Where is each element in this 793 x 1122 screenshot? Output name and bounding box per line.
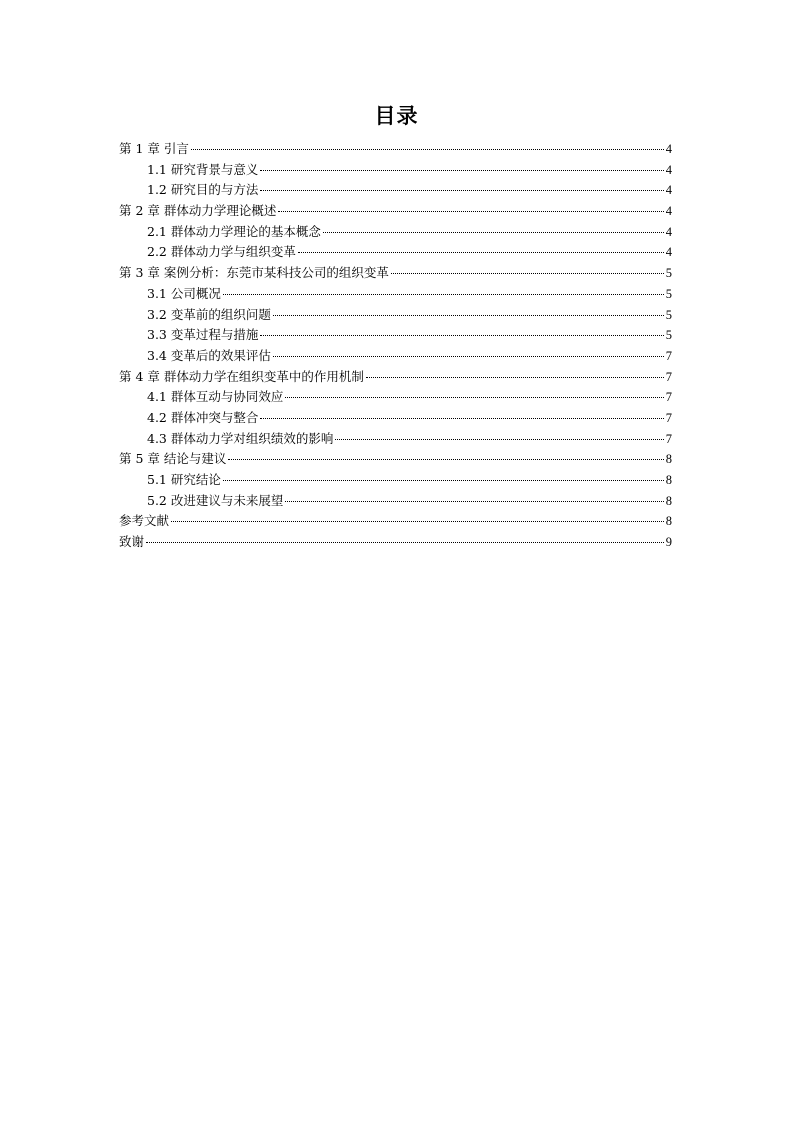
toc-entry-label: 第 1 章 引言	[119, 141, 189, 156]
toc-entry-page: 4	[665, 183, 672, 198]
toc-entry-section-3-1[interactable]	[119, 284, 672, 305]
toc-entry-page: 4	[665, 224, 672, 239]
toc-entry-label: 2.2 群体动力学与组织变革	[147, 244, 296, 260]
toc-entry-page: 4	[665, 162, 672, 177]
toc-entry-chapter-4[interactable]	[119, 367, 672, 388]
toc-title: 目录	[374, 104, 419, 128]
toc-entry-label: 第 3 章 案例分析：东莞市某科技公司的组织变革	[119, 265, 389, 281]
toc-entry-page: 4	[665, 142, 672, 156]
toc-entry-section-3-3[interactable]	[119, 325, 672, 346]
toc-entry-page: 8	[665, 473, 672, 487]
toc-entry-section-3-4[interactable]	[119, 346, 672, 367]
toc-entry-chapter-1[interactable]	[119, 139, 672, 160]
toc-dot-leader	[260, 170, 663, 171]
toc-entry-label: 3.4 变革后的效果评估	[147, 347, 271, 363]
toc-entry-references[interactable]	[119, 511, 672, 532]
toc-dot-leader	[191, 149, 664, 150]
toc-entry-acknowledgements[interactable]	[119, 532, 672, 553]
toc-entry-label: 第 2 章 群体动力学理论概述	[119, 203, 277, 219]
toc-entry-page: 5	[665, 307, 672, 322]
toc-dot-leader	[273, 315, 664, 316]
toc-entry-section-1-2[interactable]	[119, 180, 672, 201]
toc-entry-label: 1.2 研究目的与方法	[147, 182, 259, 198]
toc-entry-page: 8	[665, 493, 672, 508]
toc-dot-leader	[171, 521, 664, 522]
toc-entry-section-4-1[interactable]	[119, 387, 672, 408]
toc-entry-label: 4.1 群体互动与协同效应	[147, 389, 284, 405]
toc-entry-chapter-5[interactable]	[119, 449, 672, 470]
toc-dot-leader	[146, 542, 664, 543]
toc-dot-leader	[260, 335, 663, 336]
toc-entry-section-5-2[interactable]	[119, 491, 672, 512]
toc-dot-leader	[223, 294, 664, 295]
toc-dot-leader	[273, 356, 664, 357]
toc-entry-label: 5.1 研究结论	[147, 472, 221, 487]
toc-entry-section-2-1[interactable]	[119, 222, 672, 243]
toc-entry-label: 3.2 变革前的组织问题	[147, 306, 271, 322]
toc-entry-section-4-3[interactable]	[119, 429, 672, 450]
toc-entry-section-2-2[interactable]	[119, 242, 672, 263]
toc-entry-page: 5	[665, 286, 672, 301]
toc-list	[119, 139, 672, 553]
toc-entry-label: 4.2 群体冲突与整合	[147, 409, 259, 425]
toc-dot-leader	[285, 397, 663, 398]
toc-entry-page: 7	[665, 390, 672, 405]
toc-dot-leader	[228, 459, 663, 460]
toc-entry-page: 7	[665, 369, 672, 384]
toc-entry-label: 5.2 改进建议与未来展望	[147, 492, 284, 508]
toc-dot-leader	[323, 232, 664, 233]
toc-dot-leader	[335, 439, 663, 440]
toc-entry-page: 4	[665, 204, 672, 219]
toc-dot-leader	[391, 273, 664, 274]
toc-entry-page: 7	[665, 348, 672, 363]
toc-entry-page: 4	[665, 245, 672, 260]
toc-entry-page: 5	[665, 266, 672, 281]
toc-dot-leader	[260, 418, 663, 419]
toc-entry-page: 7	[665, 410, 672, 425]
toc-entry-chapter-3[interactable]	[119, 263, 672, 284]
toc-entry-chapter-2[interactable]	[119, 201, 672, 222]
toc-entry-label: 参考文献	[119, 513, 170, 529]
toc-entry-section-1-1[interactable]	[119, 160, 672, 181]
toc-entry-label: 2.1 群体动力学理论的基本概念	[147, 223, 321, 239]
toc-dot-leader	[260, 190, 663, 191]
toc-dot-leader	[366, 377, 664, 378]
toc-entry-label: 1.1 研究背景与意义	[147, 161, 259, 177]
toc-entry-label: 第 5 章 结论与建议	[119, 451, 227, 467]
toc-entry-page: 8	[665, 452, 672, 467]
toc-entry-page: 9	[665, 535, 672, 550]
toc-entry-label: 3.1 公司概况	[147, 285, 221, 301]
toc-entry-label: 4.3 群体动力学对组织绩效的影响	[147, 430, 334, 446]
toc-entry-page: 5	[665, 328, 672, 343]
toc-entry-label: 第 4 章 群体动力学在组织变革中的作用机制	[119, 368, 364, 384]
toc-entry-label: 致谢	[119, 534, 145, 550]
toc-entry-section-3-2[interactable]	[119, 305, 672, 326]
toc-dot-leader	[223, 480, 664, 481]
toc-entry-page: 7	[665, 431, 672, 446]
toc-dot-leader	[278, 211, 663, 212]
toc-entry-section-4-2[interactable]	[119, 408, 672, 429]
toc-entry-page: 8	[665, 514, 672, 529]
toc-entry-section-5-1[interactable]	[119, 470, 672, 491]
toc-entry-label: 3.3 变革过程与措施	[147, 327, 259, 343]
toc-dot-leader	[298, 252, 664, 253]
toc-dot-leader	[285, 501, 663, 502]
